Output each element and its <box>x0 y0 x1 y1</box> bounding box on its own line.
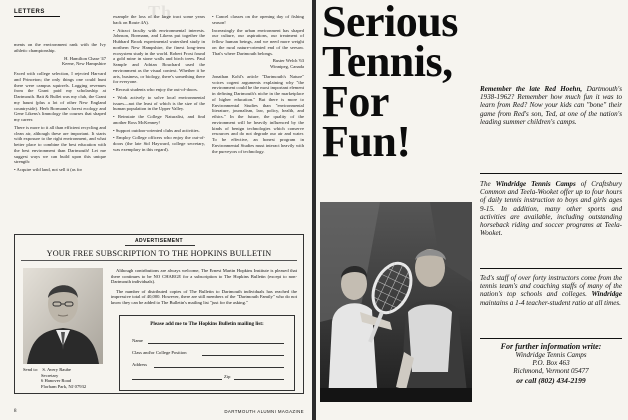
letter-paragraph: There is more to it all than efficient recycling and clean air, although these are important. It starts with exposure to the right environment, and what better place to combine the best education with the best environment than Dartmouth! Let me suggest ways we can build upon this unique strength: <box>14 124 106 165</box>
ad-label: ADVERTISEMENT <box>135 238 183 244</box>
class-field-label: Class and/or College Position <box>132 350 187 355</box>
zip-field-line[interactable] <box>234 379 284 380</box>
send-to-name: S. Avery Raube <box>42 367 71 372</box>
contact-org: Windridge Tennis Camps <box>515 351 587 359</box>
magazine-name: DARTMOUTH ALUMNI MAGAZINE <box>224 409 304 414</box>
headline <box>322 0 458 166</box>
tennis-photo <box>320 202 472 402</box>
address-field-label: Address <box>132 362 148 367</box>
signature-location: Keene, New Hampshire <box>61 61 106 67</box>
promo-divider <box>480 173 622 174</box>
promo-red-hoehn <box>480 85 622 126</box>
headline-line-3: For <box>322 77 389 126</box>
promo-lead: Remember the late Red Hoehn, <box>480 85 583 93</box>
section-label: LETTERS <box>14 9 45 15</box>
left-page <box>0 0 312 420</box>
ad-title: YOUR FREE SUBSCRIPTION TO THE HOPKINS BULLETIN <box>46 249 272 258</box>
letters-column-1 <box>14 42 106 175</box>
letter-paragraph: • Reinstate the College Naturalist, and find another Ross McKenney! <box>113 114 205 125</box>
headline-line-2: Tennis, <box>322 37 453 86</box>
promo-divider <box>480 268 622 269</box>
signature-location: Winnipeg, Canada <box>269 64 304 69</box>
ad-paragraph: The number of distributed copies of The Bulletin to Dartmouth individuals has reached the impressive total of 40,000. However, there are still members of the "Dartmouth Family" who do not know they can be added to The Bulletin's mailing list "just for the asking." <box>111 288 297 305</box>
letters-column-2 <box>113 14 205 155</box>
ad-paragraph: Although contributions are always welcome, The Ernest Martin Hopkins Institute is pleased that there continues to be NO CHARGE for a subscription to The Hopkins Bulletin (except to non-Dartmouth individuals). <box>111 268 297 285</box>
section-rule <box>14 16 60 17</box>
page-number: 8 <box>14 409 17 414</box>
promo-prefix: The <box>480 180 491 188</box>
letter-paragraph: • Acquire wild land, not sell it (as for <box>14 167 83 172</box>
letter-paragraph: Faced with college selection, I rejected Harvard and Princeton; the only things one could hunt there were campus squirrels. Logging revenues from the Grant paid my scholarship at Dartmouth. Bait & Bullet was my club, the Grant my haunt (plus a lot of other New England countryside). Herb Bormann's forest ecology and Gene Likens's limnology the courses that shaped my career. <box>14 71 106 122</box>
right-page <box>316 0 628 420</box>
contact-heading: For further information write: <box>500 342 602 351</box>
phone-number[interactable]: (802) 434-2199 <box>538 375 586 385</box>
letter-paragraph: • Recruit students who enjoy the out-of-doors. <box>113 87 198 92</box>
letter-paragraph: Jonathan Kohl's article "Dartmouth's Nature" voices cogent arguments explaining why "the environment could be the most important element in defining Dartmouth's niche in the marketplace of higher education." But there is more to Environmental Studies than "environmental literature, journalism, law, policy, health, and ethics." In the future, the quality of the environment will be heavily influenced by the kinds of benign technologies which conserve resources and do not degrade our air and water. To be effective, an honest program in Environmental Studies must interact heavily with the purveyors of technology. <box>212 73 304 154</box>
mailing-list-form <box>119 315 295 391</box>
name-field-label: Name <box>132 338 143 343</box>
contact-po-box: P.O. Box 463 <box>532 359 570 368</box>
promo-divider <box>480 338 622 339</box>
zip-field-label: Zip <box>224 374 231 379</box>
headline-line-4: Fun! <box>322 117 411 166</box>
send-to-label: Send to: <box>23 367 39 372</box>
send-to-address <box>23 367 86 389</box>
letter-paragraph: • Support outdoor-oriented clubs and activities. <box>113 127 200 133</box>
headline-line-1: Serious <box>322 0 458 46</box>
letter-paragraph: • Attract faculty with environmental interests. Johnson, Bormann, and Likens put together the Hubbard Brook experimental watershed study in northern New Hampshire, the finest long-term ecosystem study in the world. Robert Frost found a gold mine in stone walls and birch trees. Paul Sample and Adrian Bouchard used the environment as the visual context. Whether it be arts, business, or biology, there's something there for everyone. <box>113 27 205 85</box>
call-prefix: or call <box>516 375 537 385</box>
ad-label-rule <box>125 245 195 246</box>
letter-paragraph: • Cancel classes on the opening day of fishing season! <box>212 14 304 25</box>
promo-text: maintains a 1-4 teacher-student ratio at all times. <box>480 298 621 307</box>
promo-staff <box>480 274 622 307</box>
form-title: Please add me to The Hopkins Bulletin mailing list: <box>150 321 264 327</box>
name-field-line[interactable] <box>148 343 284 344</box>
letter-signature <box>14 56 106 68</box>
contact-phone-line <box>480 376 622 385</box>
contact-city: Richmond, Vermont 05477 <box>513 367 589 376</box>
address-field-line[interactable] <box>154 367 284 368</box>
promo-lead: Windridge Tennis Camps <box>495 180 576 188</box>
ghost-heading: Th <box>148 2 173 22</box>
address-line-2[interactable] <box>132 379 222 380</box>
promo-lead: Windridge <box>591 290 622 299</box>
letter-paragraph: example the loss of the large tract some years back on Route 4A). <box>113 14 205 25</box>
letter-signature <box>212 58 304 70</box>
signature-name: H. Hamilton Chase '47 <box>64 55 106 61</box>
promo-windridge-camps <box>480 180 622 237</box>
hopkins-bulletin-ad <box>14 234 304 394</box>
promo-text: of Craftsbury Common and Teela-Wooket offer up to four hours of daily tennis instruction to boys and girls ages 9-15. In addition, many other sports and activities are available, including outstanding horseback riding and soccer programs at Teela-Wooket. <box>480 180 622 238</box>
hopkins-portrait-photo <box>23 268 103 364</box>
promo-text: Dartmouth's 1938-1962? Remember how much fun it was to learn from Red? Now your kids can "bone" their game from Red's son, Ted, at one of the nation's leading summer children's camps. <box>480 85 623 126</box>
letter-paragraph: • Work actively to solve local environmental issues—not the least of which is the size of the human population in the Upper Valley. <box>113 94 205 112</box>
letter-paragraph: Increasingly the urban environment has shaped our culture, our aspirations, our treatment of fellow human beings, and we need more weight on the rural nature-oriented end of the seesaw. That's where Dartmouth belongs. <box>212 27 304 56</box>
send-to-street: 6 Hanover Road <box>41 378 72 384</box>
letter-paragraph: • Employ College officers who enjoy the out-of-doors (the late Sid Hayward, college secretary, was exemplary in this regard). <box>113 135 205 152</box>
class-field-line[interactable] <box>202 355 284 356</box>
signature-name: Buster Welch '63 <box>272 58 304 64</box>
promo-text: Ted's staff of over forty instructors come from the tennis team's and coaching staffs of many of the nation's top schools and colleges. <box>480 274 622 299</box>
contact-info <box>480 342 622 385</box>
letters-column-3 <box>212 14 304 156</box>
ad-body <box>111 268 297 310</box>
send-to-title: Secretary <box>41 372 59 378</box>
letter-paragraph: ments on the environment rank with the Ivy athletic championship. <box>14 42 106 53</box>
send-to-city: Florham Park, NJ 07932 <box>41 383 87 389</box>
ad-title-rule <box>21 260 297 261</box>
